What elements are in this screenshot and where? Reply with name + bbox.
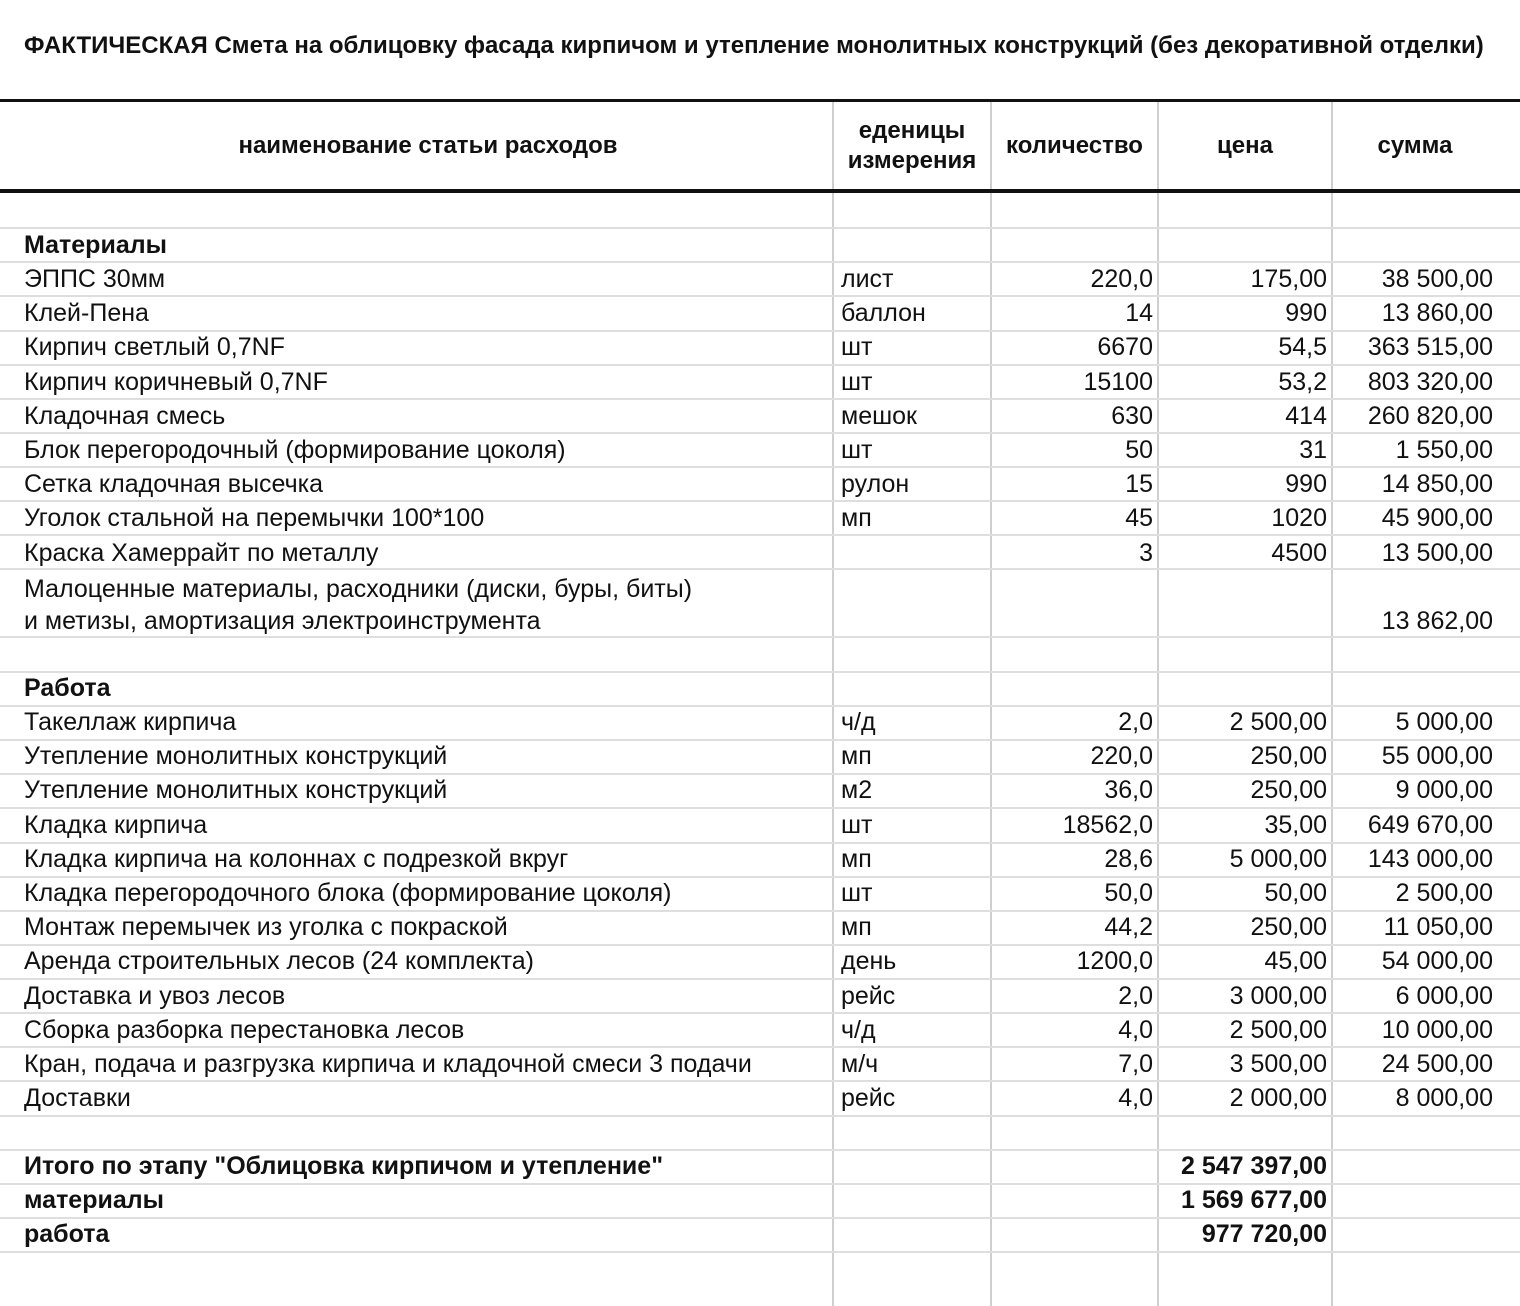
item-unit: шт: [841, 436, 873, 464]
header-unit: еденицы измерения: [847, 116, 977, 174]
header-name: наименование статьи расходов: [238, 131, 618, 159]
column-divider: [990, 102, 992, 1306]
item-qty: 50,0: [1104, 879, 1153, 907]
header-rule: [0, 189, 1520, 193]
item-name: Блок перегородочный (формирование цоколя): [24, 436, 566, 464]
item-price: 50,00: [1264, 879, 1327, 907]
misc-materials-line1: Малоценные материалы, расходники (диски, буры, биты): [24, 575, 693, 603]
item-name: Кладочная смесь: [24, 401, 226, 430]
item-price: 250,00: [1250, 776, 1327, 805]
item-sum: 10 000,00: [1381, 1015, 1493, 1044]
item-sum: 2 500,00: [1395, 879, 1493, 907]
item-unit: м/ч: [841, 1050, 879, 1078]
item-qty: 220,0: [1090, 265, 1153, 293]
item-sum: 24 500,00: [1381, 1050, 1493, 1078]
total-label: материалы: [24, 1186, 164, 1215]
item-unit: день: [841, 947, 897, 976]
item-sum: 260 820,00: [1367, 401, 1493, 430]
item-price: 2 500,00: [1229, 1015, 1327, 1044]
item-name: ЭППС 30мм: [24, 265, 166, 293]
item-price: 5 000,00: [1229, 844, 1327, 873]
item-price: 4500: [1271, 538, 1327, 567]
item-sum: 14 850,00: [1381, 470, 1493, 499]
item-price: 45,00: [1264, 947, 1327, 976]
item-qty: 2,0: [1118, 708, 1153, 736]
item-qty: 15100: [1083, 367, 1153, 396]
item-sum: 13 500,00: [1381, 538, 1493, 567]
item-name: Аренда строительных лесов (24 комплекта): [24, 947, 534, 976]
item-sum: 649 670,00: [1367, 810, 1493, 839]
item-qty: 3: [1139, 538, 1153, 567]
item-price: 31: [1299, 436, 1327, 464]
item-name: Клей-Пена: [24, 299, 149, 328]
item-unit: шт: [841, 879, 873, 907]
row-divider: [0, 1115, 1520, 1117]
row-divider: [0, 671, 1520, 673]
item-sum: 8 000,00: [1395, 1084, 1493, 1113]
item-unit: мп: [841, 742, 872, 771]
item-unit: м2: [841, 776, 873, 805]
item-sum: 143 000,00: [1367, 844, 1493, 873]
item-name: Доставка и увоз лесов: [24, 981, 286, 1010]
item-qty: 14: [1125, 299, 1153, 328]
item-qty: 36,0: [1104, 776, 1153, 805]
item-sum: 13 860,00: [1381, 299, 1493, 328]
item-price: 3 500,00: [1229, 1050, 1327, 1078]
item-name: Кладка кирпича на колоннах с подрезкой вкруг: [24, 844, 569, 873]
item-name: Сетка кладочная высечка: [24, 470, 324, 499]
item-unit: рулон: [841, 470, 910, 499]
row-divider: [0, 227, 1520, 229]
header-sum: сумма: [1377, 131, 1453, 159]
header-price: цена: [1217, 131, 1273, 159]
item-name: Кладка перегородочного блока (формирование цоколя): [24, 879, 672, 907]
item-name: Кладка кирпича: [24, 810, 208, 839]
item-price: 990: [1285, 299, 1327, 328]
item-qty: 1200,0: [1076, 947, 1153, 976]
item-qty: 7,0: [1118, 1050, 1153, 1078]
page-title: ФАКТИЧЕСКАЯ Смета на облицовку фасада кирпичом и утепление монолитных конструкций (без декоративной отделки): [24, 32, 1484, 59]
item-sum: 1 550,00: [1395, 436, 1493, 464]
row-divider: [0, 1251, 1520, 1253]
item-unit: шт: [841, 367, 873, 396]
item-unit: лист: [841, 265, 894, 293]
item-price: 54,5: [1278, 333, 1327, 362]
item-price: 2 500,00: [1229, 708, 1327, 736]
item-unit: рейс: [841, 981, 896, 1010]
item-name: Уголок стальной на перемычки 100*100: [24, 504, 485, 533]
item-qty: 2,0: [1118, 981, 1153, 1010]
item-name: Такеллаж кирпича: [24, 708, 237, 736]
item-name: Краска Хамеррайт по металлу: [24, 538, 379, 567]
item-price: 414: [1285, 401, 1327, 430]
item-sum: 54 000,00: [1381, 947, 1493, 976]
item-price: 250,00: [1250, 742, 1327, 771]
column-divider: [832, 102, 834, 1306]
header-qty: количество: [1006, 131, 1143, 159]
item-price: 1020: [1271, 504, 1327, 533]
item-qty: 44,2: [1104, 913, 1153, 942]
section-materials-title: Материалы: [24, 231, 167, 259]
item-sum: 38 500,00: [1381, 265, 1493, 293]
item-unit: ч/д: [841, 708, 876, 736]
item-qty: 6670: [1097, 333, 1153, 362]
item-unit: рейс: [841, 1084, 896, 1113]
item-name: Кирпич коричневый 0,7NF: [24, 367, 328, 396]
item-price: 35,00: [1264, 810, 1327, 839]
item-qty: 15: [1125, 470, 1153, 499]
item-price: 990: [1285, 470, 1327, 499]
item-sum: 803 320,00: [1367, 367, 1493, 396]
column-divider: [1331, 102, 1333, 1306]
item-unit: мешок: [841, 401, 917, 430]
item-qty: 4,0: [1118, 1084, 1153, 1113]
item-qty: 18562,0: [1062, 810, 1153, 839]
total-label: Итого по этапу "Облицовка кирпичом и утепление": [24, 1152, 664, 1180]
item-name: Утепление монолитных конструкций: [24, 776, 448, 805]
item-qty: 4,0: [1118, 1015, 1153, 1044]
item-price: 3 000,00: [1229, 981, 1327, 1010]
item-qty: 28,6: [1104, 844, 1153, 873]
item-unit: шт: [841, 333, 873, 362]
item-name: Кран, подача и разгрузка кирпича и кладочной смеси 3 подачи: [24, 1050, 752, 1078]
item-unit: баллон: [841, 299, 926, 328]
column-divider: [1157, 102, 1159, 1306]
item-price: 250,00: [1250, 913, 1327, 942]
item-sum: 11 050,00: [1383, 913, 1493, 942]
item-sum: 363 515,00: [1367, 333, 1493, 362]
item-sum: 6 000,00: [1395, 981, 1493, 1010]
item-sum: 45 900,00: [1381, 504, 1493, 533]
item-sum: 55 000,00: [1381, 742, 1493, 771]
total-value: 977 720,00: [1201, 1220, 1327, 1249]
item-unit: ч/д: [841, 1015, 876, 1044]
total-value: 2 547 397,00: [1181, 1152, 1327, 1180]
item-qty: 50: [1125, 436, 1153, 464]
misc-materials-line2: и метизы, амортизация электроинструмента: [24, 607, 541, 635]
item-name: Доставки: [24, 1084, 131, 1113]
total-label: работа: [24, 1220, 110, 1249]
total-value: 1 569 677,00: [1181, 1186, 1327, 1215]
item-unit: мп: [841, 913, 872, 942]
misc-materials-sum: 13 862,00: [1381, 607, 1493, 635]
item-sum: 9 000,00: [1395, 776, 1493, 805]
item-unit: мп: [841, 504, 872, 533]
item-price: 175,00: [1250, 265, 1327, 293]
item-name: Утепление монолитных конструкций: [24, 742, 448, 771]
item-name: Монтаж перемычек из уголка с покраской: [24, 913, 508, 942]
item-qty: 45: [1125, 504, 1153, 533]
section-works-title: Работа: [24, 674, 111, 702]
item-qty: 220,0: [1090, 742, 1153, 771]
item-price: 2 000,00: [1229, 1084, 1327, 1113]
item-sum: 5 000,00: [1395, 708, 1493, 736]
item-name: Кирпич светлый 0,7NF: [24, 333, 285, 362]
item-price: 53,2: [1278, 367, 1327, 396]
item-unit: шт: [841, 810, 873, 839]
item-name: Сборка разборка перестановка лесов: [24, 1015, 465, 1044]
item-unit: мп: [841, 844, 872, 873]
item-qty: 630: [1111, 401, 1153, 430]
